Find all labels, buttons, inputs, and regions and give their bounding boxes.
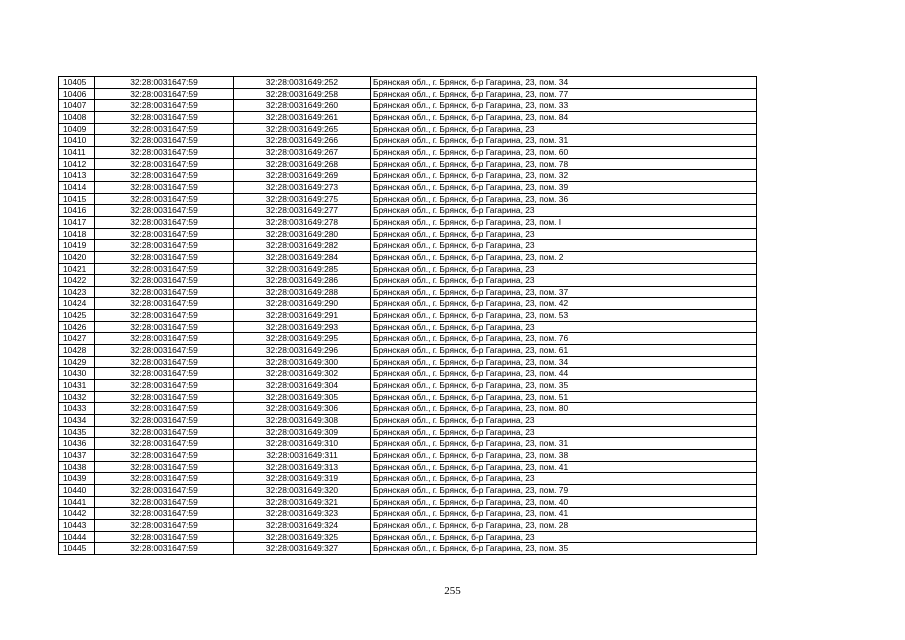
address-cell: Брянская обл., г. Брянск, б-р Гагарина, 23, пом. 77 (371, 88, 757, 100)
parcel-number-cell: 32:28:0031647:59 (95, 531, 234, 543)
address-cell: Брянская обл., г. Брянск, б-р Гагарина, 23, пом. 80 (371, 403, 757, 415)
table-row (59, 170, 757, 182)
registry-table-body (59, 77, 757, 555)
address-cell: Брянская обл., г. Брянск, б-р Гагарина, 23, пом. 38 (371, 450, 757, 462)
table-row (59, 450, 757, 462)
parcel-number-cell: 32:28:0031647:59 (95, 216, 234, 228)
parcel-number-cell: 32:28:0031647:59 (95, 356, 234, 368)
table-row (59, 403, 757, 415)
building-number-cell: 32:28:0031649:266 (234, 135, 371, 147)
row-number-cell: 10417 (59, 216, 95, 228)
row-number-cell: 10414 (59, 181, 95, 193)
table-row (59, 380, 757, 392)
row-number-cell: 10430 (59, 368, 95, 380)
table-row (59, 146, 757, 158)
table-row (59, 531, 757, 543)
building-number-cell: 32:28:0031649:265 (234, 123, 371, 135)
building-number-cell: 32:28:0031649:284 (234, 251, 371, 263)
row-number-cell: 10412 (59, 158, 95, 170)
row-number-cell: 10423 (59, 286, 95, 298)
table-row (59, 519, 757, 531)
table-row (59, 426, 757, 438)
row-number-cell: 10435 (59, 426, 95, 438)
row-number-cell: 10406 (59, 88, 95, 100)
address-cell: Брянская обл., г. Брянск, б-р Гагарина, 23 (371, 228, 757, 240)
parcel-number-cell: 32:28:0031647:59 (95, 286, 234, 298)
address-cell: Брянская обл., г. Брянск, б-р Гагарина, 23 (371, 240, 757, 252)
parcel-number-cell: 32:28:0031647:59 (95, 368, 234, 380)
building-number-cell: 32:28:0031649:260 (234, 100, 371, 112)
address-cell: Брянская обл., г. Брянск, б-р Гагарина, 23, пом. I (371, 216, 757, 228)
parcel-number-cell: 32:28:0031647:59 (95, 158, 234, 170)
row-number-cell: 10409 (59, 123, 95, 135)
parcel-number-cell: 32:28:0031647:59 (95, 88, 234, 100)
table-row (59, 391, 757, 403)
building-number-cell: 32:28:0031649:275 (234, 193, 371, 205)
parcel-number-cell: 32:28:0031647:59 (95, 450, 234, 462)
building-number-cell: 32:28:0031649:258 (234, 88, 371, 100)
table-row (59, 205, 757, 217)
address-cell: Брянская обл., г. Брянск, б-р Гагарина, 23, пом. 31 (371, 438, 757, 450)
building-number-cell: 32:28:0031649:327 (234, 543, 371, 555)
building-number-cell: 32:28:0031649:323 (234, 508, 371, 520)
row-number-cell: 10439 (59, 473, 95, 485)
building-number-cell: 32:28:0031649:269 (234, 170, 371, 182)
address-cell: Брянская обл., г. Брянск, б-р Гагарина, 23, пом. 36 (371, 193, 757, 205)
building-number-cell: 32:28:0031649:282 (234, 240, 371, 252)
parcel-number-cell: 32:28:0031647:59 (95, 543, 234, 555)
row-number-cell: 10440 (59, 484, 95, 496)
building-number-cell: 32:28:0031649:280 (234, 228, 371, 240)
address-cell: Брянская обл., г. Брянск, б-р Гагарина, 23, пом. 41 (371, 461, 757, 473)
address-cell: Брянская обл., г. Брянск, б-р Гагарина, 23, пом. 31 (371, 135, 757, 147)
building-number-cell: 32:28:0031649:295 (234, 333, 371, 345)
address-cell: Брянская обл., г. Брянск, б-р Гагарина, 23 (371, 123, 757, 135)
row-number-cell: 10420 (59, 251, 95, 263)
building-number-cell: 32:28:0031649:291 (234, 310, 371, 322)
building-number-cell: 32:28:0031649:286 (234, 275, 371, 287)
parcel-number-cell: 32:28:0031647:59 (95, 77, 234, 89)
table-row (59, 508, 757, 520)
row-number-cell: 10424 (59, 298, 95, 310)
parcel-number-cell: 32:28:0031647:59 (95, 345, 234, 357)
address-cell: Брянская обл., г. Брянск, б-р Гагарина, 23, пом. 39 (371, 181, 757, 193)
parcel-number-cell: 32:28:0031647:59 (95, 193, 234, 205)
row-number-cell: 10415 (59, 193, 95, 205)
table-row (59, 310, 757, 322)
row-number-cell: 10437 (59, 450, 95, 462)
building-number-cell: 32:28:0031649:319 (234, 473, 371, 485)
address-cell: Брянская обл., г. Брянск, б-р Гагарина, 23, пом. 79 (371, 484, 757, 496)
address-cell: Брянская обл., г. Брянск, б-р Гагарина, 23, пом. 40 (371, 496, 757, 508)
parcel-number-cell: 32:28:0031647:59 (95, 415, 234, 427)
row-number-cell: 10444 (59, 531, 95, 543)
table-row (59, 181, 757, 193)
row-number-cell: 10436 (59, 438, 95, 450)
address-cell: Брянская обл., г. Брянск, б-р Гагарина, 23, пом. 42 (371, 298, 757, 310)
building-number-cell: 32:28:0031649:268 (234, 158, 371, 170)
row-number-cell: 10408 (59, 111, 95, 123)
parcel-number-cell: 32:28:0031647:59 (95, 310, 234, 322)
row-number-cell: 10416 (59, 205, 95, 217)
row-number-cell: 10434 (59, 415, 95, 427)
address-cell: Брянская обл., г. Брянск, б-р Гагарина, 23, пом. 44 (371, 368, 757, 380)
building-number-cell: 32:28:0031649:313 (234, 461, 371, 473)
building-number-cell: 32:28:0031649:267 (234, 146, 371, 158)
building-number-cell: 32:28:0031649:309 (234, 426, 371, 438)
row-number-cell: 10443 (59, 519, 95, 531)
parcel-number-cell: 32:28:0031647:59 (95, 251, 234, 263)
table-row (59, 461, 757, 473)
table-row (59, 368, 757, 380)
table-row (59, 263, 757, 275)
table-row (59, 438, 757, 450)
table-row (59, 88, 757, 100)
table-row (59, 275, 757, 287)
address-cell: Брянская обл., г. Брянск, б-р Гагарина, 23, пом. 35 (371, 380, 757, 392)
parcel-number-cell: 32:28:0031647:59 (95, 508, 234, 520)
row-number-cell: 10419 (59, 240, 95, 252)
parcel-number-cell: 32:28:0031647:59 (95, 321, 234, 333)
row-number-cell: 10438 (59, 461, 95, 473)
table-row (59, 543, 757, 555)
address-cell: Брянская обл., г. Брянск, б-р Гагарина, 23 (371, 205, 757, 217)
parcel-number-cell: 32:28:0031647:59 (95, 461, 234, 473)
parcel-number-cell: 32:28:0031647:59 (95, 380, 234, 392)
parcel-number-cell: 32:28:0031647:59 (95, 263, 234, 275)
table-row (59, 286, 757, 298)
row-number-cell: 10418 (59, 228, 95, 240)
table-row (59, 123, 757, 135)
table-row (59, 298, 757, 310)
building-number-cell: 32:28:0031649:321 (234, 496, 371, 508)
table-row (59, 415, 757, 427)
address-cell: Брянская обл., г. Брянск, б-р Гагарина, 23 (371, 415, 757, 427)
building-number-cell: 32:28:0031649:325 (234, 531, 371, 543)
row-number-cell: 10427 (59, 333, 95, 345)
building-number-cell: 32:28:0031649:273 (234, 181, 371, 193)
address-cell: Брянская обл., г. Брянск, б-р Гагарина, 23 (371, 263, 757, 275)
parcel-number-cell: 32:28:0031647:59 (95, 228, 234, 240)
address-cell: Брянская обл., г. Брянск, б-р Гагарина, 23, пом. 61 (371, 345, 757, 357)
building-number-cell: 32:28:0031649:310 (234, 438, 371, 450)
parcel-number-cell: 32:28:0031647:59 (95, 333, 234, 345)
row-number-cell: 10411 (59, 146, 95, 158)
table-row (59, 228, 757, 240)
table-row (59, 345, 757, 357)
row-number-cell: 10441 (59, 496, 95, 508)
building-number-cell: 32:28:0031649:288 (234, 286, 371, 298)
building-number-cell: 32:28:0031649:293 (234, 321, 371, 333)
address-cell: Брянская обл., г. Брянск, б-р Гагарина, 23, пом. 53 (371, 310, 757, 322)
parcel-number-cell: 32:28:0031647:59 (95, 473, 234, 485)
table-row (59, 135, 757, 147)
building-number-cell: 32:28:0031649:252 (234, 77, 371, 89)
building-number-cell: 32:28:0031649:300 (234, 356, 371, 368)
row-number-cell: 10431 (59, 380, 95, 392)
address-cell: Брянская обл., г. Брянск, б-р Гагарина, 23, пом. 60 (371, 146, 757, 158)
page-number: 255 (444, 585, 461, 597)
parcel-number-cell: 32:28:0031647:59 (95, 275, 234, 287)
parcel-number-cell: 32:28:0031647:59 (95, 146, 234, 158)
row-number-cell: 10433 (59, 403, 95, 415)
table-row (59, 473, 757, 485)
row-number-cell: 10425 (59, 310, 95, 322)
building-number-cell: 32:28:0031649:261 (234, 111, 371, 123)
building-number-cell: 32:28:0031649:311 (234, 450, 371, 462)
parcel-number-cell: 32:28:0031647:59 (95, 496, 234, 508)
parcel-number-cell: 32:28:0031647:59 (95, 426, 234, 438)
address-cell: Брянская обл., г. Брянск, б-р Гагарина, 23, пом. 35 (371, 543, 757, 555)
row-number-cell: 10407 (59, 100, 95, 112)
row-number-cell: 10429 (59, 356, 95, 368)
parcel-number-cell: 32:28:0031647:59 (95, 298, 234, 310)
address-cell: Брянская обл., г. Брянск, б-р Гагарина, 23, пом. 51 (371, 391, 757, 403)
address-cell: Брянская обл., г. Брянск, б-р Гагарина, 23, пом. 28 (371, 519, 757, 531)
row-number-cell: 10445 (59, 543, 95, 555)
parcel-number-cell: 32:28:0031647:59 (95, 391, 234, 403)
parcel-number-cell: 32:28:0031647:59 (95, 123, 234, 135)
address-cell: Брянская обл., г. Брянск, б-р Гагарина, 23, пом. 33 (371, 100, 757, 112)
building-number-cell: 32:28:0031649:302 (234, 368, 371, 380)
address-cell: Брянская обл., г. Брянск, б-р Гагарина, 23 (371, 275, 757, 287)
address-cell: Брянская обл., г. Брянск, б-р Гагарина, 23 (371, 531, 757, 543)
table-row (59, 484, 757, 496)
building-number-cell: 32:28:0031649:296 (234, 345, 371, 357)
table-row (59, 216, 757, 228)
table-row (59, 240, 757, 252)
address-cell: Брянская обл., г. Брянск, б-р Гагарина, 23, пом. 84 (371, 111, 757, 123)
address-cell: Брянская обл., г. Брянск, б-р Гагарина, 23, пом. 32 (371, 170, 757, 182)
row-number-cell: 10410 (59, 135, 95, 147)
row-number-cell: 10428 (59, 345, 95, 357)
table-row (59, 356, 757, 368)
table-row (59, 333, 757, 345)
address-cell: Брянская обл., г. Брянск, б-р Гагарина, 23, пом. 34 (371, 77, 757, 89)
address-cell: Брянская обл., г. Брянск, б-р Гагарина, 23, пом. 76 (371, 333, 757, 345)
row-number-cell: 10422 (59, 275, 95, 287)
address-cell: Брянская обл., г. Брянск, б-р Гагарина, 23, пом. 2 (371, 251, 757, 263)
table-row (59, 193, 757, 205)
table-row (59, 321, 757, 333)
building-number-cell: 32:28:0031649:320 (234, 484, 371, 496)
building-number-cell: 32:28:0031649:305 (234, 391, 371, 403)
address-cell: Брянская обл., г. Брянск, б-р Гагарина, 23, пом. 34 (371, 356, 757, 368)
parcel-number-cell: 32:28:0031647:59 (95, 170, 234, 182)
parcel-number-cell: 32:28:0031647:59 (95, 135, 234, 147)
row-number-cell: 10432 (59, 391, 95, 403)
row-number-cell: 10442 (59, 508, 95, 520)
address-cell: Брянская обл., г. Брянск, б-р Гагарина, 23 (371, 426, 757, 438)
building-number-cell: 32:28:0031649:277 (234, 205, 371, 217)
parcel-number-cell: 32:28:0031647:59 (95, 100, 234, 112)
parcel-number-cell: 32:28:0031647:59 (95, 181, 234, 193)
table-row (59, 77, 757, 89)
parcel-number-cell: 32:28:0031647:59 (95, 205, 234, 217)
building-number-cell: 32:28:0031649:324 (234, 519, 371, 531)
building-number-cell: 32:28:0031649:308 (234, 415, 371, 427)
address-cell: Брянская обл., г. Брянск, б-р Гагарина, 23 (371, 321, 757, 333)
parcel-number-cell: 32:28:0031647:59 (95, 484, 234, 496)
row-number-cell: 10426 (59, 321, 95, 333)
table-row (59, 158, 757, 170)
parcel-number-cell: 32:28:0031647:59 (95, 240, 234, 252)
parcel-number-cell: 32:28:0031647:59 (95, 438, 234, 450)
table-row (59, 111, 757, 123)
address-cell: Брянская обл., г. Брянск, б-р Гагарина, 23, пом. 37 (371, 286, 757, 298)
parcel-number-cell: 32:28:0031647:59 (95, 403, 234, 415)
building-number-cell: 32:28:0031649:304 (234, 380, 371, 392)
registry-table (58, 76, 757, 555)
address-cell: Брянская обл., г. Брянск, б-р Гагарина, 23, пом. 78 (371, 158, 757, 170)
building-number-cell: 32:28:0031649:290 (234, 298, 371, 310)
table-row (59, 496, 757, 508)
row-number-cell: 10413 (59, 170, 95, 182)
row-number-cell: 10421 (59, 263, 95, 275)
address-cell: Брянская обл., г. Брянск, б-р Гагарина, 23, пом. 41 (371, 508, 757, 520)
building-number-cell: 32:28:0031649:278 (234, 216, 371, 228)
table-row (59, 100, 757, 112)
address-cell: Брянская обл., г. Брянск, б-р Гагарина, 23 (371, 473, 757, 485)
row-number-cell: 10405 (59, 77, 95, 89)
parcel-number-cell: 32:28:0031647:59 (95, 519, 234, 531)
building-number-cell: 32:28:0031649:306 (234, 403, 371, 415)
parcel-number-cell: 32:28:0031647:59 (95, 111, 234, 123)
table-row (59, 251, 757, 263)
building-number-cell: 32:28:0031649:285 (234, 263, 371, 275)
